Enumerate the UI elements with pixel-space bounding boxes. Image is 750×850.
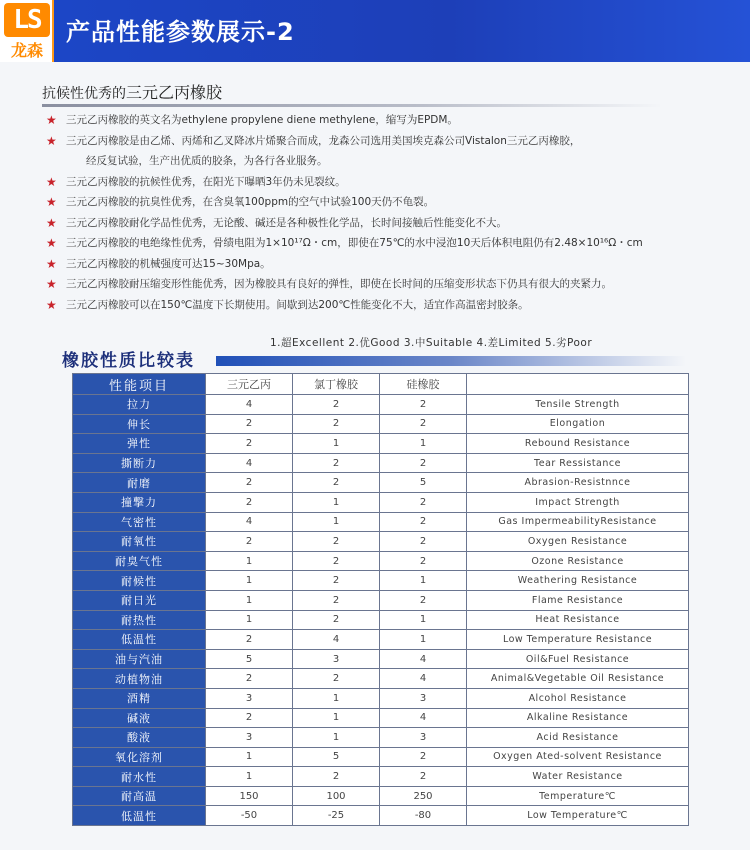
english-name: Tear Ressistance — [467, 453, 689, 473]
property-name: 低温性 — [73, 806, 206, 826]
table-title-bar — [216, 356, 686, 366]
english-name: Animal&Vegetable Oil Resistance — [467, 669, 689, 689]
epdm-value: 5 — [206, 649, 293, 669]
chloroprene-value: 1 — [293, 708, 380, 728]
silicone-value: 1 — [380, 610, 467, 630]
english-name: Alcohol Resistance — [467, 688, 689, 708]
table-row — [73, 767, 689, 787]
chloroprene-value: 1 — [293, 434, 380, 454]
epdm-value: 1 — [206, 590, 293, 610]
property-name: 耐日光 — [73, 590, 206, 610]
chloroprene-value: 2 — [293, 571, 380, 591]
chloroprene-value: 1 — [293, 492, 380, 512]
table-row — [73, 571, 689, 591]
star-icon: ★ — [46, 195, 57, 209]
silicone-value: 4 — [380, 708, 467, 728]
english-name: Water Resistance — [467, 767, 689, 787]
chloroprene-value: 3 — [293, 649, 380, 669]
english-name: Rebound Resistance — [467, 434, 689, 454]
chloroprene-value: 2 — [293, 414, 380, 434]
silicone-value: 2 — [380, 492, 467, 512]
feature-item — [46, 131, 746, 152]
english-name: Ozone Resistance — [467, 551, 689, 571]
chloroprene-value: 2 — [293, 551, 380, 571]
brand-logo — [0, 0, 54, 62]
chloroprene-value: 1 — [293, 728, 380, 748]
feature-text: 三元乙丙橡胶耐化学品性优秀，无论酸、碱还是各种极性化学品，长时间接触后性能变化不大。 — [66, 216, 507, 229]
feature-item — [46, 172, 746, 193]
silicone-value: -80 — [380, 806, 467, 826]
star-icon: ★ — [46, 256, 57, 271]
epdm-value: 1 — [206, 571, 293, 591]
logo-mark: LS — [4, 3, 50, 37]
epdm-value: 1 — [206, 610, 293, 630]
feature-text: 经反复试验，生产出优质的胶条，为各行各业服务。 — [86, 155, 328, 167]
english-name: Abrasion-Resistnnce — [467, 473, 689, 493]
feature-item — [46, 233, 746, 254]
table-row — [73, 806, 689, 826]
epdm-value: 150 — [206, 786, 293, 806]
feature-item-continued — [46, 151, 746, 172]
english-name: Heat Resistance — [467, 610, 689, 630]
chloroprene-value: 1 — [293, 512, 380, 532]
epdm-value: 3 — [206, 688, 293, 708]
silicone-value: 5 — [380, 473, 467, 493]
property-name: 碱液 — [73, 708, 206, 728]
epdm-value: 2 — [206, 708, 293, 728]
feature-text: 三元乙丙橡胶的电绝缘性优秀，骨绩电阻为1×10¹⁷Ω・cm，即使在75℃的水中浸泡10天后体积电阻仍有2.48×10¹⁶Ω・cm — [66, 237, 643, 249]
table-title: 橡胶性质比较表 — [62, 351, 195, 371]
property-name: 酒精 — [73, 688, 206, 708]
star-icon: ★ — [46, 174, 57, 189]
silicone-value: 1 — [380, 434, 467, 454]
header-english — [467, 374, 689, 395]
star-icon: ★ — [46, 277, 57, 291]
epdm-value: 2 — [206, 434, 293, 454]
table-row — [73, 630, 689, 650]
english-name: Oxygen Resistance — [467, 532, 689, 552]
feature-text: 三元乙丙橡胶耐压缩变形性能优秀，因为橡胶具有良好的弹性，即使在长时间的压缩变形状态下仍具有很大的夹紧力。 — [66, 278, 612, 290]
epdm-value: 2 — [206, 492, 293, 512]
table-row — [73, 434, 689, 454]
english-name: Acid Resistance — [467, 728, 689, 748]
section-title-prefix: 抗候性优秀的 — [42, 86, 126, 102]
feature-text: 三元乙丙橡胶的机械强度可达15~30Mpa。 — [66, 257, 271, 270]
property-name: 动植物油 — [73, 669, 206, 689]
feature-text: 三元乙丙橡胶是由乙烯、丙烯和乙叉降冰片烯聚合而成，龙森公司选用美国埃克森公司Vistalon三元乙丙橡胶， — [66, 134, 581, 147]
page-title: 产品性能参数展示-2 — [66, 18, 295, 46]
table-row — [73, 590, 689, 610]
epdm-value: 2 — [206, 414, 293, 434]
property-name: 耐磨 — [73, 473, 206, 493]
feature-text: 三元乙丙橡胶的抗臭性优秀，在含臭氧100ppm的空气中试验100天仍不龟裂。 — [66, 196, 435, 208]
logo-name: 龙森 — [10, 41, 43, 60]
silicone-value: 2 — [380, 590, 467, 610]
feature-text: 三元乙丙橡胶可以在150℃温度下长期使用。间歇到达200℃性能变化不大，适宜作高温密封胶条。 — [66, 298, 529, 311]
silicone-value: 2 — [380, 395, 467, 415]
epdm-value: 2 — [206, 473, 293, 493]
property-name: 低温性 — [73, 630, 206, 650]
silicone-value: 2 — [380, 453, 467, 473]
property-name: 伸长 — [73, 414, 206, 434]
chloroprene-value: 2 — [293, 767, 380, 787]
english-name: Weathering Resistance — [467, 571, 689, 591]
star-icon: ★ — [46, 215, 57, 230]
table-row — [73, 473, 689, 493]
table-row — [73, 649, 689, 669]
english-name: Oxygen Ated-solvent Resistance — [467, 747, 689, 767]
property-name: 撞撃力 — [73, 492, 206, 512]
property-name: 耐氧性 — [73, 532, 206, 552]
chloroprene-value: 2 — [293, 532, 380, 552]
table-row — [73, 492, 689, 512]
property-name: 酸液 — [73, 728, 206, 748]
section-title — [42, 80, 222, 103]
epdm-value: 2 — [206, 532, 293, 552]
feature-item — [46, 254, 746, 275]
silicone-value: 4 — [380, 669, 467, 689]
english-name: Gas ImpermeabilityResistance — [467, 512, 689, 532]
silicone-value: 1 — [380, 571, 467, 591]
english-name: Low Temperature℃ — [467, 806, 689, 826]
table-row — [73, 610, 689, 630]
feature-text: 三元乙丙橡胶的抗候性优秀，在阳光下曝晒3年仍未见裂纹。 — [66, 175, 346, 188]
epdm-value: 4 — [206, 395, 293, 415]
table-row — [73, 532, 689, 552]
english-name: Elongation — [467, 414, 689, 434]
english-name: Alkaline Resistance — [467, 708, 689, 728]
chloroprene-value: 2 — [293, 395, 380, 415]
table-header-row — [73, 374, 689, 395]
property-name: 耐水性 — [73, 767, 206, 787]
silicone-value: 2 — [380, 512, 467, 532]
chloroprene-value: 2 — [293, 590, 380, 610]
section-title-main: 三元乙丙橡胶 — [126, 83, 223, 102]
feature-item — [46, 213, 746, 234]
feature-item — [46, 110, 746, 131]
chloroprene-value: 2 — [293, 669, 380, 689]
header-silicone: 硅橡胶 — [380, 374, 467, 395]
silicone-value: 1 — [380, 630, 467, 650]
silicone-value: 2 — [380, 551, 467, 571]
chloroprene-value: 5 — [293, 747, 380, 767]
property-name: 气密性 — [73, 512, 206, 532]
property-name: 氧化溶剂 — [73, 747, 206, 767]
english-name: Tensile Strength — [467, 395, 689, 415]
chloroprene-value: 4 — [293, 630, 380, 650]
comparison-table — [72, 373, 689, 826]
header-property: 性能项目 — [73, 374, 206, 395]
star-icon: ★ — [46, 113, 57, 127]
table-row — [73, 395, 689, 415]
feature-text: 三元乙丙橡胶的英文名为ethylene propylene diene methylene，缩写为EPDM。 — [66, 114, 458, 126]
feature-item — [46, 274, 746, 295]
table-row — [73, 414, 689, 434]
silicone-value: 250 — [380, 786, 467, 806]
header-bar — [0, 0, 750, 62]
table-row — [73, 708, 689, 728]
property-name: 油与汽油 — [73, 649, 206, 669]
table-row — [73, 728, 689, 748]
silicone-value: 4 — [380, 649, 467, 669]
english-name: Oil&Fuel Resistance — [467, 649, 689, 669]
epdm-value: 1 — [206, 747, 293, 767]
chloroprene-value: 1 — [293, 688, 380, 708]
epdm-value: 3 — [206, 728, 293, 748]
table-row — [73, 551, 689, 571]
header-epdm: 三元乙丙 — [206, 374, 293, 395]
epdm-value: 4 — [206, 453, 293, 473]
table-row — [73, 512, 689, 532]
table-row — [73, 688, 689, 708]
table-row — [73, 747, 689, 767]
property-name: 弹性 — [73, 434, 206, 454]
property-name: 耐热性 — [73, 610, 206, 630]
rating-legend: 1.超Excellent 2.优Good 3.中Suitable 4.差Limited 5.劣Poor — [270, 337, 593, 349]
star-icon: ★ — [46, 297, 57, 312]
chloroprene-value: 100 — [293, 786, 380, 806]
english-name: Low Temperature Resistance — [467, 630, 689, 650]
english-name: Impact Strength — [467, 492, 689, 512]
english-name: Flame Resistance — [467, 590, 689, 610]
silicone-value: 2 — [380, 414, 467, 434]
feature-item — [46, 295, 746, 316]
chloroprene-value: 2 — [293, 473, 380, 493]
feature-list — [46, 110, 746, 315]
property-name: 拉力 — [73, 395, 206, 415]
section-divider — [42, 104, 662, 107]
epdm-value: -50 — [206, 806, 293, 826]
chloroprene-value: -25 — [293, 806, 380, 826]
property-name: 耐高温 — [73, 786, 206, 806]
english-name: Temperature℃ — [467, 786, 689, 806]
epdm-value: 2 — [206, 669, 293, 689]
epdm-value: 1 — [206, 767, 293, 787]
silicone-value: 2 — [380, 767, 467, 787]
epdm-value: 1 — [206, 551, 293, 571]
star-icon: ★ — [46, 236, 57, 250]
silicone-value: 3 — [380, 728, 467, 748]
silicone-value: 2 — [380, 747, 467, 767]
property-name: 耐候性 — [73, 571, 206, 591]
header-chloroprene: 氯丁橡胶 — [293, 374, 380, 395]
feature-item — [46, 192, 746, 213]
property-name: 撕断力 — [73, 453, 206, 473]
chloroprene-value: 2 — [293, 453, 380, 473]
star-icon: ★ — [46, 133, 57, 148]
epdm-value: 4 — [206, 512, 293, 532]
property-name: 耐臭气性 — [73, 551, 206, 571]
chloroprene-value: 2 — [293, 610, 380, 630]
silicone-value: 3 — [380, 688, 467, 708]
epdm-value: 2 — [206, 630, 293, 650]
table-row — [73, 786, 689, 806]
table-row — [73, 669, 689, 689]
silicone-value: 2 — [380, 532, 467, 552]
table-row — [73, 453, 689, 473]
